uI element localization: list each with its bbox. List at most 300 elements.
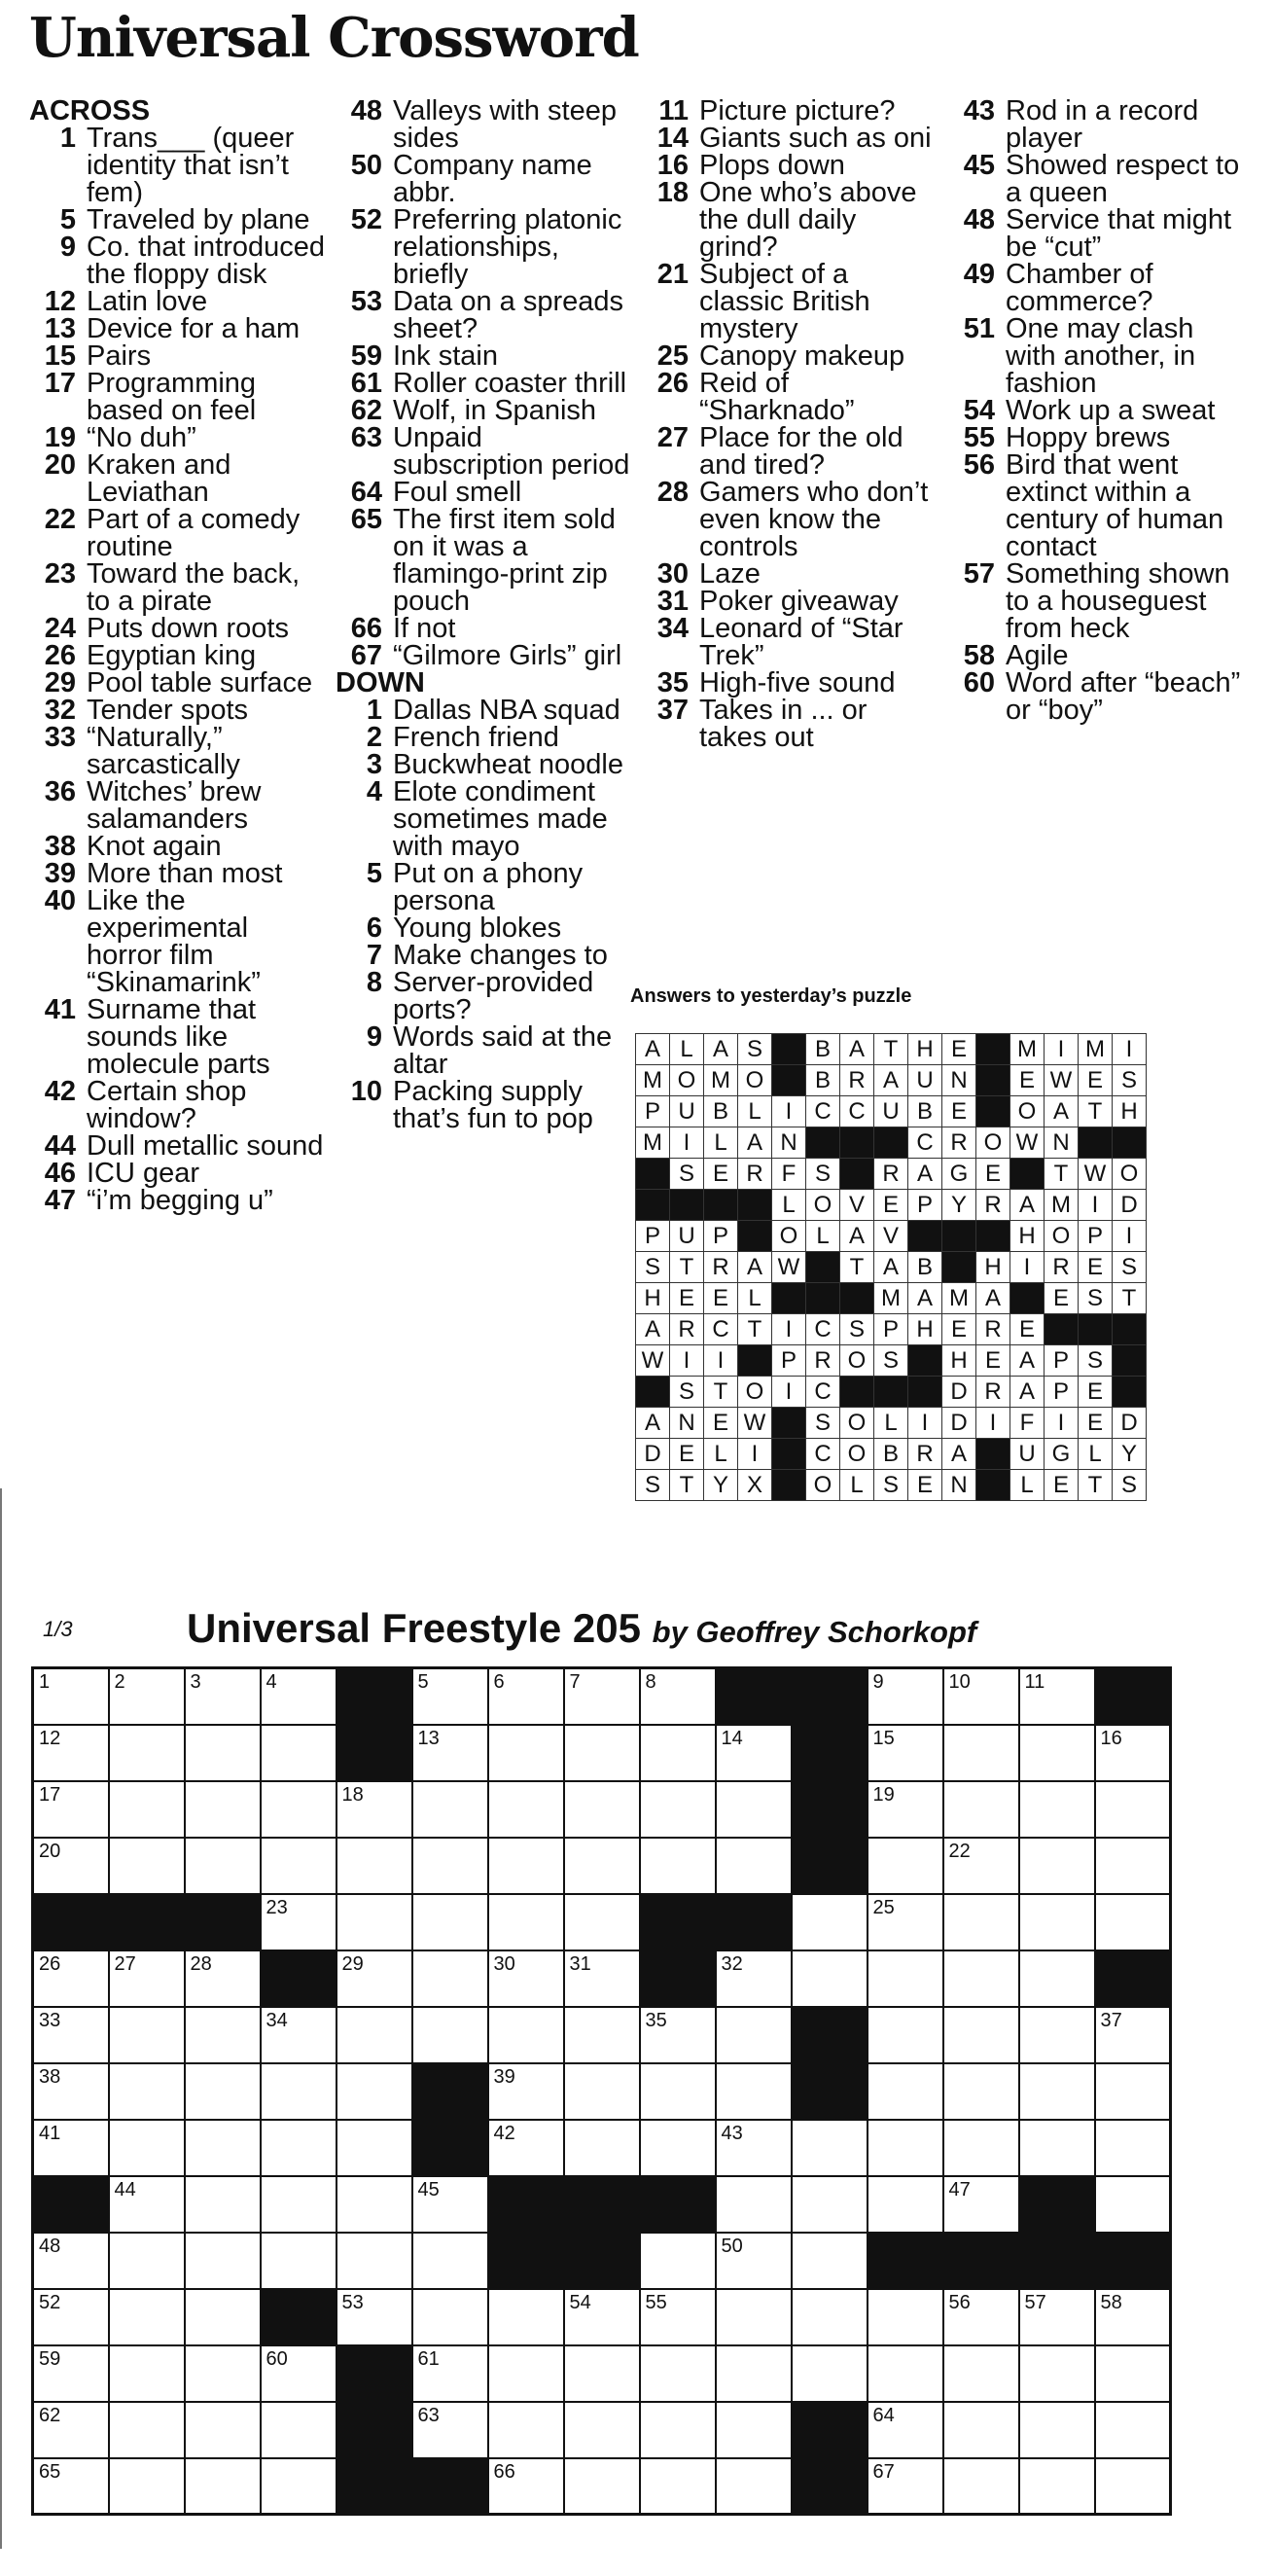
- grid-cell[interactable]: [109, 2007, 185, 2063]
- grid-cell[interactable]: [261, 2233, 336, 2289]
- cell-number: 47: [948, 2178, 971, 2200]
- black-cell: [336, 2458, 412, 2515]
- down-clue: [642, 588, 939, 615]
- grid-cell[interactable]: [336, 2233, 412, 2289]
- answer-cell: H: [1010, 1221, 1045, 1252]
- grid-cell[interactable]: [943, 2007, 1019, 2063]
- grid-cell[interactable]: [109, 2345, 185, 2402]
- grid-cell[interactable]: [412, 2176, 488, 2233]
- grid-cell[interactable]: [412, 1725, 488, 1781]
- grid-cell[interactable]: [261, 1668, 336, 1725]
- grid-cell[interactable]: [868, 2345, 943, 2402]
- answer-cell: U: [908, 1065, 942, 1096]
- grid-cell[interactable]: [564, 1950, 640, 2007]
- answer-cell: I: [976, 1408, 1010, 1439]
- grid-cell[interactable]: [185, 1781, 261, 1838]
- clue-column-3: [642, 97, 939, 751]
- grid-cell[interactable]: [185, 2289, 261, 2345]
- grid-cell[interactable]: [716, 2176, 792, 2233]
- grid-cell[interactable]: [716, 2289, 792, 2345]
- grid-cell[interactable]: [488, 1950, 564, 2007]
- black-cell: [109, 1894, 185, 1950]
- grid-cell[interactable]: [640, 2007, 716, 2063]
- grid-cell[interactable]: [640, 1725, 716, 1781]
- grid-cell[interactable]: [261, 2458, 336, 2515]
- grid-cell[interactable]: [943, 1725, 1019, 1781]
- down-clue: [642, 179, 939, 261]
- grid-cell[interactable]: [868, 2289, 943, 2345]
- grid-cell[interactable]: [564, 1838, 640, 1894]
- grid-cell[interactable]: [640, 2289, 716, 2345]
- grid-cell[interactable]: [564, 2289, 640, 2345]
- grid-cell[interactable]: [1019, 2402, 1095, 2458]
- down-clue: [948, 451, 1245, 560]
- grid-cell[interactable]: [640, 1781, 716, 1838]
- grid-cell[interactable]: [1095, 2007, 1171, 2063]
- grid-cell[interactable]: [261, 2120, 336, 2176]
- clue-text: Word after “beach” or “boy”: [1006, 667, 1241, 726]
- grid-cell[interactable]: [185, 2120, 261, 2176]
- grid-cell[interactable]: [640, 1668, 716, 1725]
- clue-text: Reid of “Sharknado”: [699, 368, 855, 426]
- answer-cell: O: [976, 1127, 1010, 1159]
- answers-grid: [635, 1033, 1147, 1501]
- grid-cell[interactable]: [943, 2345, 1019, 2402]
- grid-cell[interactable]: [792, 1950, 868, 2007]
- answer-cell: A: [942, 1439, 976, 1470]
- cell-number: 10: [948, 1671, 971, 1693]
- grid-cell[interactable]: [1095, 2063, 1171, 2120]
- grid-cell[interactable]: [412, 1668, 488, 1725]
- grid-cell[interactable]: [488, 1838, 564, 1894]
- grid-cell[interactable]: [943, 1894, 1019, 1950]
- grid-cell[interactable]: [716, 1950, 792, 2007]
- answer-cell: I: [1113, 1221, 1147, 1252]
- clue-number: 39: [44, 858, 76, 889]
- clue-text: Preferring platonic relationships, briefly: [393, 204, 622, 290]
- grid-cell[interactable]: [792, 2233, 868, 2289]
- answer-black-cell: [908, 1221, 942, 1252]
- grid-cell[interactable]: [412, 1838, 488, 1894]
- black-cell: [336, 2402, 412, 2458]
- answer-black-cell: [840, 1377, 874, 1408]
- grid-cell[interactable]: [412, 2007, 488, 2063]
- grid-cell[interactable]: [716, 1725, 792, 1781]
- black-cell: [792, 2458, 868, 2515]
- grid-cell[interactable]: [336, 1894, 412, 1950]
- down-clue: [948, 560, 1245, 642]
- grid-cell[interactable]: [943, 2458, 1019, 2515]
- answer-cell: H: [908, 1034, 942, 1065]
- answer-cell: T: [1079, 1096, 1113, 1127]
- clue-text: Kraken and Leviathan: [87, 449, 231, 508]
- grid-cell[interactable]: [868, 1781, 943, 1838]
- grid-cell[interactable]: [109, 2063, 185, 2120]
- answer-cell: T: [1113, 1283, 1147, 1314]
- grid-cell[interactable]: [109, 1781, 185, 1838]
- grid-cell[interactable]: [412, 1894, 488, 1950]
- answer-cell: I: [1045, 1408, 1079, 1439]
- grid-cell[interactable]: [564, 2063, 640, 2120]
- grid-cell[interactable]: [868, 1668, 943, 1725]
- black-cell: [640, 2176, 716, 2233]
- down-clue: [336, 1078, 632, 1132]
- clue-number: 18: [656, 177, 689, 208]
- grid-cell[interactable]: [1095, 2120, 1171, 2176]
- cell-number: 11: [1024, 1671, 1045, 1693]
- grid-cell[interactable]: [943, 1838, 1019, 1894]
- grid-cell[interactable]: [185, 1668, 261, 1725]
- black-cell: [185, 1894, 261, 1950]
- answer-cell: L: [738, 1096, 772, 1127]
- grid-cell[interactable]: [185, 1950, 261, 2007]
- across-clue: [29, 233, 326, 288]
- down-clue: [642, 560, 939, 588]
- grid-cell[interactable]: [412, 2289, 488, 2345]
- grid-cell[interactable]: [868, 2458, 943, 2515]
- grid-cell[interactable]: [109, 2176, 185, 2233]
- grid-cell[interactable]: [33, 2007, 109, 2063]
- grid-cell[interactable]: [1019, 1838, 1095, 1894]
- answer-cell: S: [636, 1470, 670, 1501]
- down-clue: [642, 125, 939, 152]
- grid-cell[interactable]: [488, 1668, 564, 1725]
- clue-text: Unpaid subscription period: [393, 422, 630, 481]
- clue-text: Roller coaster thrill: [393, 368, 627, 399]
- grid-cell[interactable]: [33, 1668, 109, 1725]
- grid-cell[interactable]: [564, 1781, 640, 1838]
- grid-cell[interactable]: [1019, 1725, 1095, 1781]
- grid-cell[interactable]: [792, 2176, 868, 2233]
- answer-black-cell: [1113, 1314, 1147, 1345]
- cell-number: 34: [266, 2009, 288, 2031]
- grid-cell[interactable]: [33, 2289, 109, 2345]
- across-clue: [29, 669, 326, 697]
- answer-black-cell: [806, 1283, 840, 1314]
- grid-cell[interactable]: [716, 2120, 792, 2176]
- grid-cell[interactable]: [564, 1725, 640, 1781]
- grid-cell[interactable]: [1095, 1838, 1171, 1894]
- grid-cell[interactable]: [261, 2176, 336, 2233]
- grid-cell[interactable]: [109, 2458, 185, 2515]
- grid-cell[interactable]: [109, 1950, 185, 2007]
- grid-cell[interactable]: [109, 1838, 185, 1894]
- grid-cell[interactable]: [261, 1894, 336, 1950]
- clue-number: 10: [350, 1076, 382, 1107]
- grid-cell[interactable]: [564, 1668, 640, 1725]
- across-clue: [29, 615, 326, 642]
- answer-black-cell: [1079, 1314, 1113, 1345]
- black-cell: [336, 1725, 412, 1781]
- grid-cell[interactable]: [33, 2063, 109, 2120]
- grid-cell[interactable]: [1095, 2289, 1171, 2345]
- answer-cell: P: [1045, 1345, 1079, 1377]
- grid-cell[interactable]: [488, 2289, 564, 2345]
- across-clue: [29, 1078, 326, 1132]
- grid-cell[interactable]: [943, 1668, 1019, 1725]
- grid-cell[interactable]: [1019, 2063, 1095, 2120]
- grid-cell[interactable]: [336, 2007, 412, 2063]
- grid-cell[interactable]: [716, 2007, 792, 2063]
- answers-label: Answers to yesterday’s puzzle: [630, 985, 912, 1007]
- grid-cell[interactable]: [1019, 2289, 1095, 2345]
- clue-number: 44: [44, 1130, 76, 1162]
- grid-cell[interactable]: [261, 1725, 336, 1781]
- grid-cell[interactable]: [185, 2233, 261, 2289]
- grid-cell[interactable]: [488, 2345, 564, 2402]
- grid-cell[interactable]: [261, 2345, 336, 2402]
- grid-cell[interactable]: [716, 1838, 792, 1894]
- grid-cell[interactable]: [336, 2120, 412, 2176]
- clue-number: 16: [656, 150, 689, 181]
- grid-cell[interactable]: [792, 2345, 868, 2402]
- answer-cell: N: [942, 1065, 976, 1096]
- grid-cell[interactable]: [185, 1838, 261, 1894]
- grid-cell[interactable]: [943, 2120, 1019, 2176]
- answer-black-cell: [942, 1221, 976, 1252]
- grid-cell[interactable]: [109, 1725, 185, 1781]
- grid-cell[interactable]: [1019, 2458, 1095, 2515]
- grid-cell[interactable]: [716, 1781, 792, 1838]
- clue-number: 43: [963, 95, 995, 126]
- grid-cell[interactable]: [261, 2007, 336, 2063]
- grid-cell[interactable]: [943, 2063, 1019, 2120]
- grid-cell[interactable]: [1095, 1781, 1171, 1838]
- down-clue: [948, 669, 1245, 724]
- answer-cell: M: [636, 1065, 670, 1096]
- grid-cell[interactable]: [943, 1950, 1019, 2007]
- grid-cell[interactable]: [943, 2176, 1019, 2233]
- grid-cell[interactable]: [412, 1950, 488, 2007]
- grid-cell[interactable]: [640, 2345, 716, 2402]
- grid-cell[interactable]: [109, 2233, 185, 2289]
- grid-cell[interactable]: [185, 2176, 261, 2233]
- grid-cell[interactable]: [868, 2120, 943, 2176]
- answer-cell: A: [908, 1159, 942, 1190]
- grid-cell[interactable]: [1095, 2345, 1171, 2402]
- grid-cell[interactable]: [716, 2063, 792, 2120]
- grid-cell[interactable]: [868, 2063, 943, 2120]
- grid-cell[interactable]: [109, 2120, 185, 2176]
- grid-cell[interactable]: [261, 1781, 336, 1838]
- grid-cell[interactable]: [33, 2120, 109, 2176]
- answer-cell: R: [942, 1127, 976, 1159]
- grid-cell[interactable]: [33, 2458, 109, 2515]
- grid-cell[interactable]: [1095, 2176, 1171, 2233]
- grid-cell[interactable]: [261, 2402, 336, 2458]
- divider: [0, 1488, 2, 2549]
- answer-cell: T: [670, 1252, 704, 1283]
- grid-cell[interactable]: [868, 2402, 943, 2458]
- grid-cell[interactable]: [564, 2120, 640, 2176]
- grid-cell[interactable]: [943, 1781, 1019, 1838]
- across-clue: [29, 642, 326, 669]
- answer-black-cell: [738, 1190, 772, 1221]
- cell-number: 62: [39, 2404, 61, 2426]
- grid-cell[interactable]: [488, 2458, 564, 2515]
- page-title: Universal Crossword: [29, 6, 639, 70]
- across-clue: [29, 288, 326, 315]
- grid-cell[interactable]: [336, 1950, 412, 2007]
- black-cell: [1095, 2233, 1171, 2289]
- answer-black-cell: [670, 1190, 704, 1221]
- grid-cell[interactable]: [33, 2233, 109, 2289]
- grid-cell[interactable]: [716, 2233, 792, 2289]
- answer-cell: T: [1079, 1470, 1113, 1501]
- grid-cell[interactable]: [1019, 1894, 1095, 1950]
- grid-cell[interactable]: [488, 2063, 564, 2120]
- answer-cell: R: [976, 1190, 1010, 1221]
- grid-cell[interactable]: [33, 2402, 109, 2458]
- grid-cell[interactable]: [640, 2063, 716, 2120]
- cell-number: 50: [721, 2235, 743, 2257]
- grid-cell[interactable]: [33, 2345, 109, 2402]
- answer-cell: U: [670, 1221, 704, 1252]
- answer-cell: H: [636, 1283, 670, 1314]
- grid-cell[interactable]: [336, 2063, 412, 2120]
- grid-cell[interactable]: [1095, 1894, 1171, 1950]
- grid-cell[interactable]: [564, 2402, 640, 2458]
- clue-text: Put on a phony persona: [393, 858, 584, 916]
- black-cell: [336, 2345, 412, 2402]
- grid-cell[interactable]: [33, 1950, 109, 2007]
- grid-cell[interactable]: [488, 2120, 564, 2176]
- answer-black-cell: [636, 1190, 670, 1221]
- cell-number: 37: [1100, 2009, 1122, 2031]
- clue-number: 5: [59, 204, 76, 235]
- answer-black-cell: [1010, 1283, 1045, 1314]
- answer-cell: I: [772, 1096, 806, 1127]
- grid-cell[interactable]: [792, 2289, 868, 2345]
- across-clue: [336, 642, 632, 669]
- clue-number: 53: [350, 286, 382, 317]
- grid-cell[interactable]: [564, 1894, 640, 1950]
- grid-cell[interactable]: [185, 2345, 261, 2402]
- grid-cell[interactable]: [640, 2458, 716, 2515]
- clue-text: Canopy makeup: [699, 340, 905, 372]
- grid-cell[interactable]: [640, 2120, 716, 2176]
- clue-number: 2: [366, 722, 382, 753]
- answer-black-cell: [1045, 1314, 1079, 1345]
- grid-cell[interactable]: [943, 2402, 1019, 2458]
- cell-number: 1: [39, 1671, 51, 1693]
- clue-number: 25: [656, 340, 689, 372]
- grid-cell[interactable]: [109, 2402, 185, 2458]
- grid-cell[interactable]: [261, 1838, 336, 1894]
- grid-cell[interactable]: [564, 2458, 640, 2515]
- clue-text: “Naturally,” sarcastically: [87, 722, 240, 780]
- answer-cell: L: [670, 1034, 704, 1065]
- black-cell: [792, 1668, 868, 1725]
- grid-cell[interactable]: [943, 2289, 1019, 2345]
- answer-cell: R: [908, 1439, 942, 1470]
- grid-cell[interactable]: [716, 2345, 792, 2402]
- answer-black-cell: [840, 1159, 874, 1190]
- grid-cell[interactable]: [33, 1838, 109, 1894]
- answer-black-cell: [942, 1252, 976, 1283]
- answer-cell: E: [670, 1439, 704, 1470]
- grid-cell[interactable]: [564, 2007, 640, 2063]
- grid-cell[interactable]: [488, 2007, 564, 2063]
- grid-cell[interactable]: [412, 2345, 488, 2402]
- cell-number: 13: [417, 1727, 440, 1749]
- cell-number: 17: [39, 1783, 61, 1806]
- grid-cell[interactable]: [564, 2345, 640, 2402]
- grid-cell[interactable]: [33, 1725, 109, 1781]
- grid-cell[interactable]: [792, 2120, 868, 2176]
- grid-cell[interactable]: [109, 1668, 185, 1725]
- grid-cell[interactable]: [185, 1725, 261, 1781]
- grid-cell[interactable]: [1019, 2345, 1095, 2402]
- grid-cell[interactable]: [1019, 2007, 1095, 2063]
- grid-cell[interactable]: [1019, 1781, 1095, 1838]
- grid-cell[interactable]: [640, 1838, 716, 1894]
- grid-cell[interactable]: [185, 2402, 261, 2458]
- grid-cell[interactable]: [868, 1894, 943, 1950]
- grid-cell[interactable]: [336, 1838, 412, 1894]
- grid-cell[interactable]: [261, 2063, 336, 2120]
- clue-text: High-five sound: [699, 667, 896, 698]
- answer-cell: R: [976, 1314, 1010, 1345]
- grid-cell[interactable]: [868, 2176, 943, 2233]
- cell-number: 8: [645, 1671, 656, 1693]
- grid-cell[interactable]: [640, 2233, 716, 2289]
- grid-cell[interactable]: [109, 2289, 185, 2345]
- grid-cell[interactable]: [640, 2402, 716, 2458]
- grid-cell[interactable]: [488, 1725, 564, 1781]
- answer-cell: M: [636, 1127, 670, 1159]
- clue-number: 60: [963, 667, 995, 698]
- grid-cell[interactable]: [792, 1894, 868, 1950]
- answer-cell: N: [942, 1470, 976, 1501]
- grid-cell[interactable]: [868, 1950, 943, 2007]
- grid-cell[interactable]: [33, 1781, 109, 1838]
- grid-cell[interactable]: [336, 2289, 412, 2345]
- grid-cell[interactable]: [336, 2176, 412, 2233]
- clue-number: 36: [44, 776, 76, 807]
- grid-cell[interactable]: [716, 2402, 792, 2458]
- grid-cell[interactable]: [185, 2458, 261, 2515]
- grid-cell[interactable]: [868, 1838, 943, 1894]
- grid-cell[interactable]: [488, 1781, 564, 1838]
- grid-cell[interactable]: [1019, 2120, 1095, 2176]
- clue-number: 6: [366, 912, 382, 944]
- grid-cell[interactable]: [716, 2458, 792, 2515]
- grid-cell[interactable]: [868, 1725, 943, 1781]
- grid-cell[interactable]: [1019, 1668, 1095, 1725]
- clue-number: 9: [366, 1021, 382, 1053]
- grid-cell[interactable]: [488, 1894, 564, 1950]
- grid-cell[interactable]: [1095, 1725, 1171, 1781]
- down-clue: [336, 751, 632, 778]
- answer-cell: W: [772, 1252, 806, 1283]
- grid-cell[interactable]: [1095, 2458, 1171, 2515]
- grid-cell[interactable]: [412, 1781, 488, 1838]
- grid-cell[interactable]: [488, 2402, 564, 2458]
- grid-cell[interactable]: [1019, 1950, 1095, 2007]
- grid-cell[interactable]: [185, 2063, 261, 2120]
- clue-column-2: [336, 97, 632, 1132]
- cell-number: 20: [39, 1840, 61, 1862]
- grid-cell[interactable]: [1095, 2402, 1171, 2458]
- grid-cell[interactable]: [868, 2007, 943, 2063]
- grid-cell[interactable]: [336, 1781, 412, 1838]
- grid-cell[interactable]: [412, 2233, 488, 2289]
- grid-cell[interactable]: [412, 2402, 488, 2458]
- answer-cell: W: [636, 1345, 670, 1377]
- clue-text: Trans___ (queer identity that isn’t fem): [87, 123, 295, 208]
- grid-cell[interactable]: [185, 2007, 261, 2063]
